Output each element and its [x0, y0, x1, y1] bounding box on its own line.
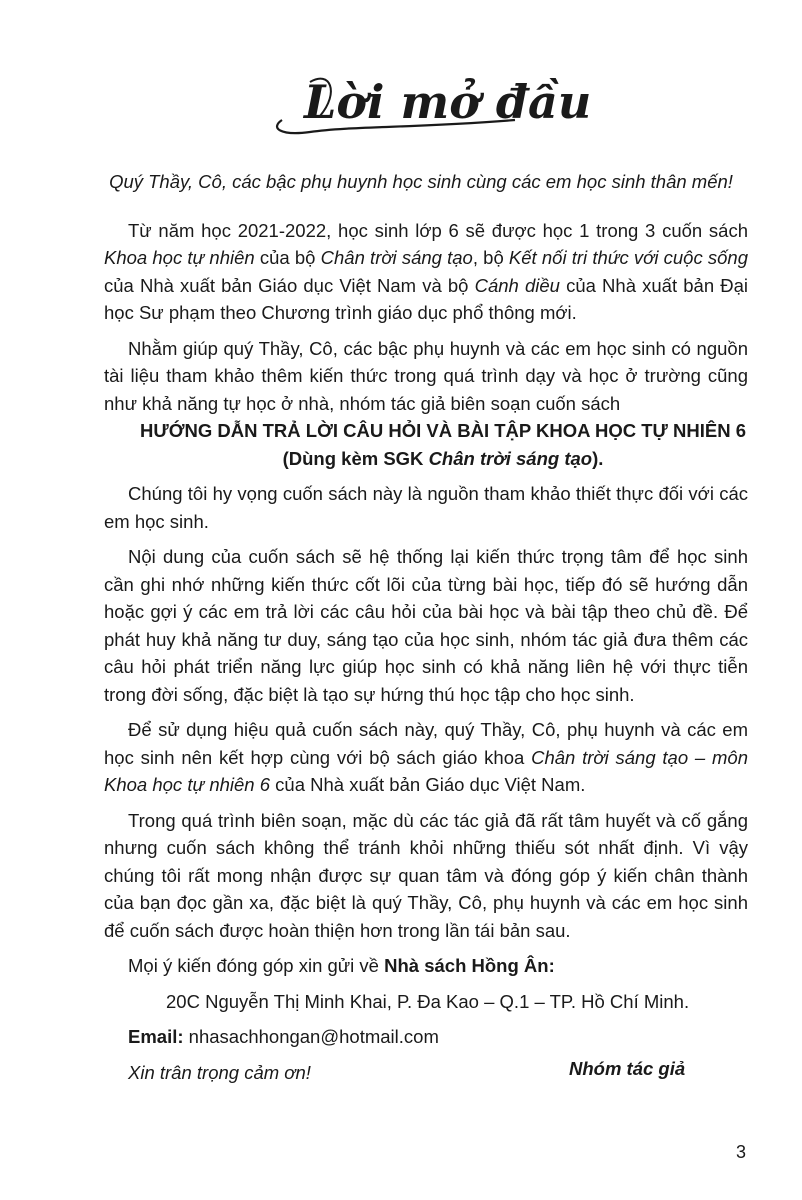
p1-italic-2: Chân trời sáng tạo	[320, 247, 473, 268]
p5-text-1: Để sử dụng hiệu quả cuốn sách này, quý Thầy, Cô, phụ huynh và các em học sinh nên kết hợp cùng với bộ sách giáo khoa	[104, 719, 748, 768]
p5-italic: Chân trời sáng tạo – môn Khoa học tự nhiên 6	[104, 746, 748, 795]
author-signature: Nhóm tác giả	[569, 1058, 686, 1079]
p1-text-1: Từ năm học 2021-2022, học sinh lớp 6 sẽ được học 1 trong 3 cuốn sách	[128, 219, 748, 241]
p1-text-4: của Nhà xuất bản Giáo dục Việt Nam và bộ	[104, 274, 475, 296]
contact-intro-text: Mọi ý kiến đóng góp xin gửi về	[128, 955, 385, 976]
email-address: nhasachhongan@hotmail.com	[183, 1026, 439, 1047]
page-number: 3	[736, 1142, 747, 1162]
preface-body	[104, 168, 748, 1086]
p1-italic-4: Cánh diều	[474, 274, 560, 296]
contact-address: 20C Nguyễn Thị Minh Khai, P. Đa Kao – Q.1 – TP. Hồ Chí Minh.	[166, 990, 690, 1012]
contact-email	[104, 1023, 748, 1051]
p1-text-2: của bộ	[254, 247, 321, 268]
paragraph-content: Nội dung của cuốn sách sẽ hệ thống lại kiến thức trọng tâm để học sinh cần ghi nhớ những kiến thức cốt lõi của từng bài học, tiếp đó sẽ hướng dẫn hoặc gợi ý các em trả lời các câu hỏi của bài học và bài tập theo chủ đề. Để phát huy khả năng tư duy, sáng tạo của học sinh, nhóm tác giả đưa thêm các câu hỏi phát triển năng lực giúp học sinh có khả năng liên hệ với thực tiễn trong đời sống, đặc biệt là tạo sự hứng thú học tập cho học sinh.	[104, 546, 748, 705]
paragraph-feedback: Trong quá trình biên soạn, mặc dù các tác giả đã rất tâm huyết và cố gắng nhưng cuốn sách không thể tránh khỏi những thiếu sót nhất định. Vì vậy chúng tôi rất mong nhận được sự quan tâm và đóng góp ý kiến chân thành của bạn đọc gần xa, đặc biệt là quý Thầy, Cô, phụ huynh và các em học sinh để cuốn sách được hoàn thiện hơn trong lần tái bản sau.	[104, 809, 748, 941]
paragraph-intro	[104, 217, 748, 327]
subtitle-pre: (Dùng kèm SGK	[282, 447, 429, 469]
publisher-name: Nhà sách Hồng Ân:	[384, 955, 555, 976]
p1-text-3: , bộ	[472, 247, 509, 268]
book-title: HƯỚNG DẪN TRẢ LỜI CÂU HỎI VÀ BÀI TẬP KHOA HỌC TỰ NHIÊN 6	[140, 420, 746, 441]
email-label: Email:	[128, 1026, 184, 1047]
title-text: Lời mở đầu	[304, 75, 592, 129]
paragraph-usage	[104, 716, 748, 799]
greeting: Quý Thầy, Cô, các bậc phụ huynh học sinh cùng các em học sinh thân mến!	[109, 171, 733, 192]
subtitle-post: ).	[592, 447, 604, 469]
p1-text-5: của Nhà xuất bản Đại học Sư phạm theo Chương trình giáo dục phổ thông mới.	[104, 274, 749, 323]
paragraph-hope: Chúng tôi hy vọng cuốn sách này là nguồn tham khảo thiết thực đối với các em học sinh.	[104, 483, 748, 532]
p1-italic-3: Kết nối tri thức với cuộc sống	[508, 247, 748, 268]
book-subtitle	[138, 445, 748, 473]
paragraph-purpose: Nhằm giúp quý Thầy, Cô, các bậc phụ huynh và các em học sinh có nguồn tài liệu tham khảo thêm kiến thức trong quá trình dạy và học ở trường cũng như khả năng tự học ở nhà, nhóm tác giả biên soạn cuốn sách	[104, 337, 748, 414]
preface-title	[270, 62, 592, 142]
subtitle-italic: Chân trời sáng tạo	[428, 447, 593, 469]
title-flourish	[270, 62, 592, 142]
thanks-line: Xin trân trọng cảm ơn!	[128, 1061, 311, 1083]
p1-italic-1: Khoa học tự nhiên	[104, 247, 255, 268]
contact-intro	[104, 952, 748, 980]
p5-text-2: của Nhà xuất bản Giáo dục Việt Nam.	[270, 774, 586, 795]
